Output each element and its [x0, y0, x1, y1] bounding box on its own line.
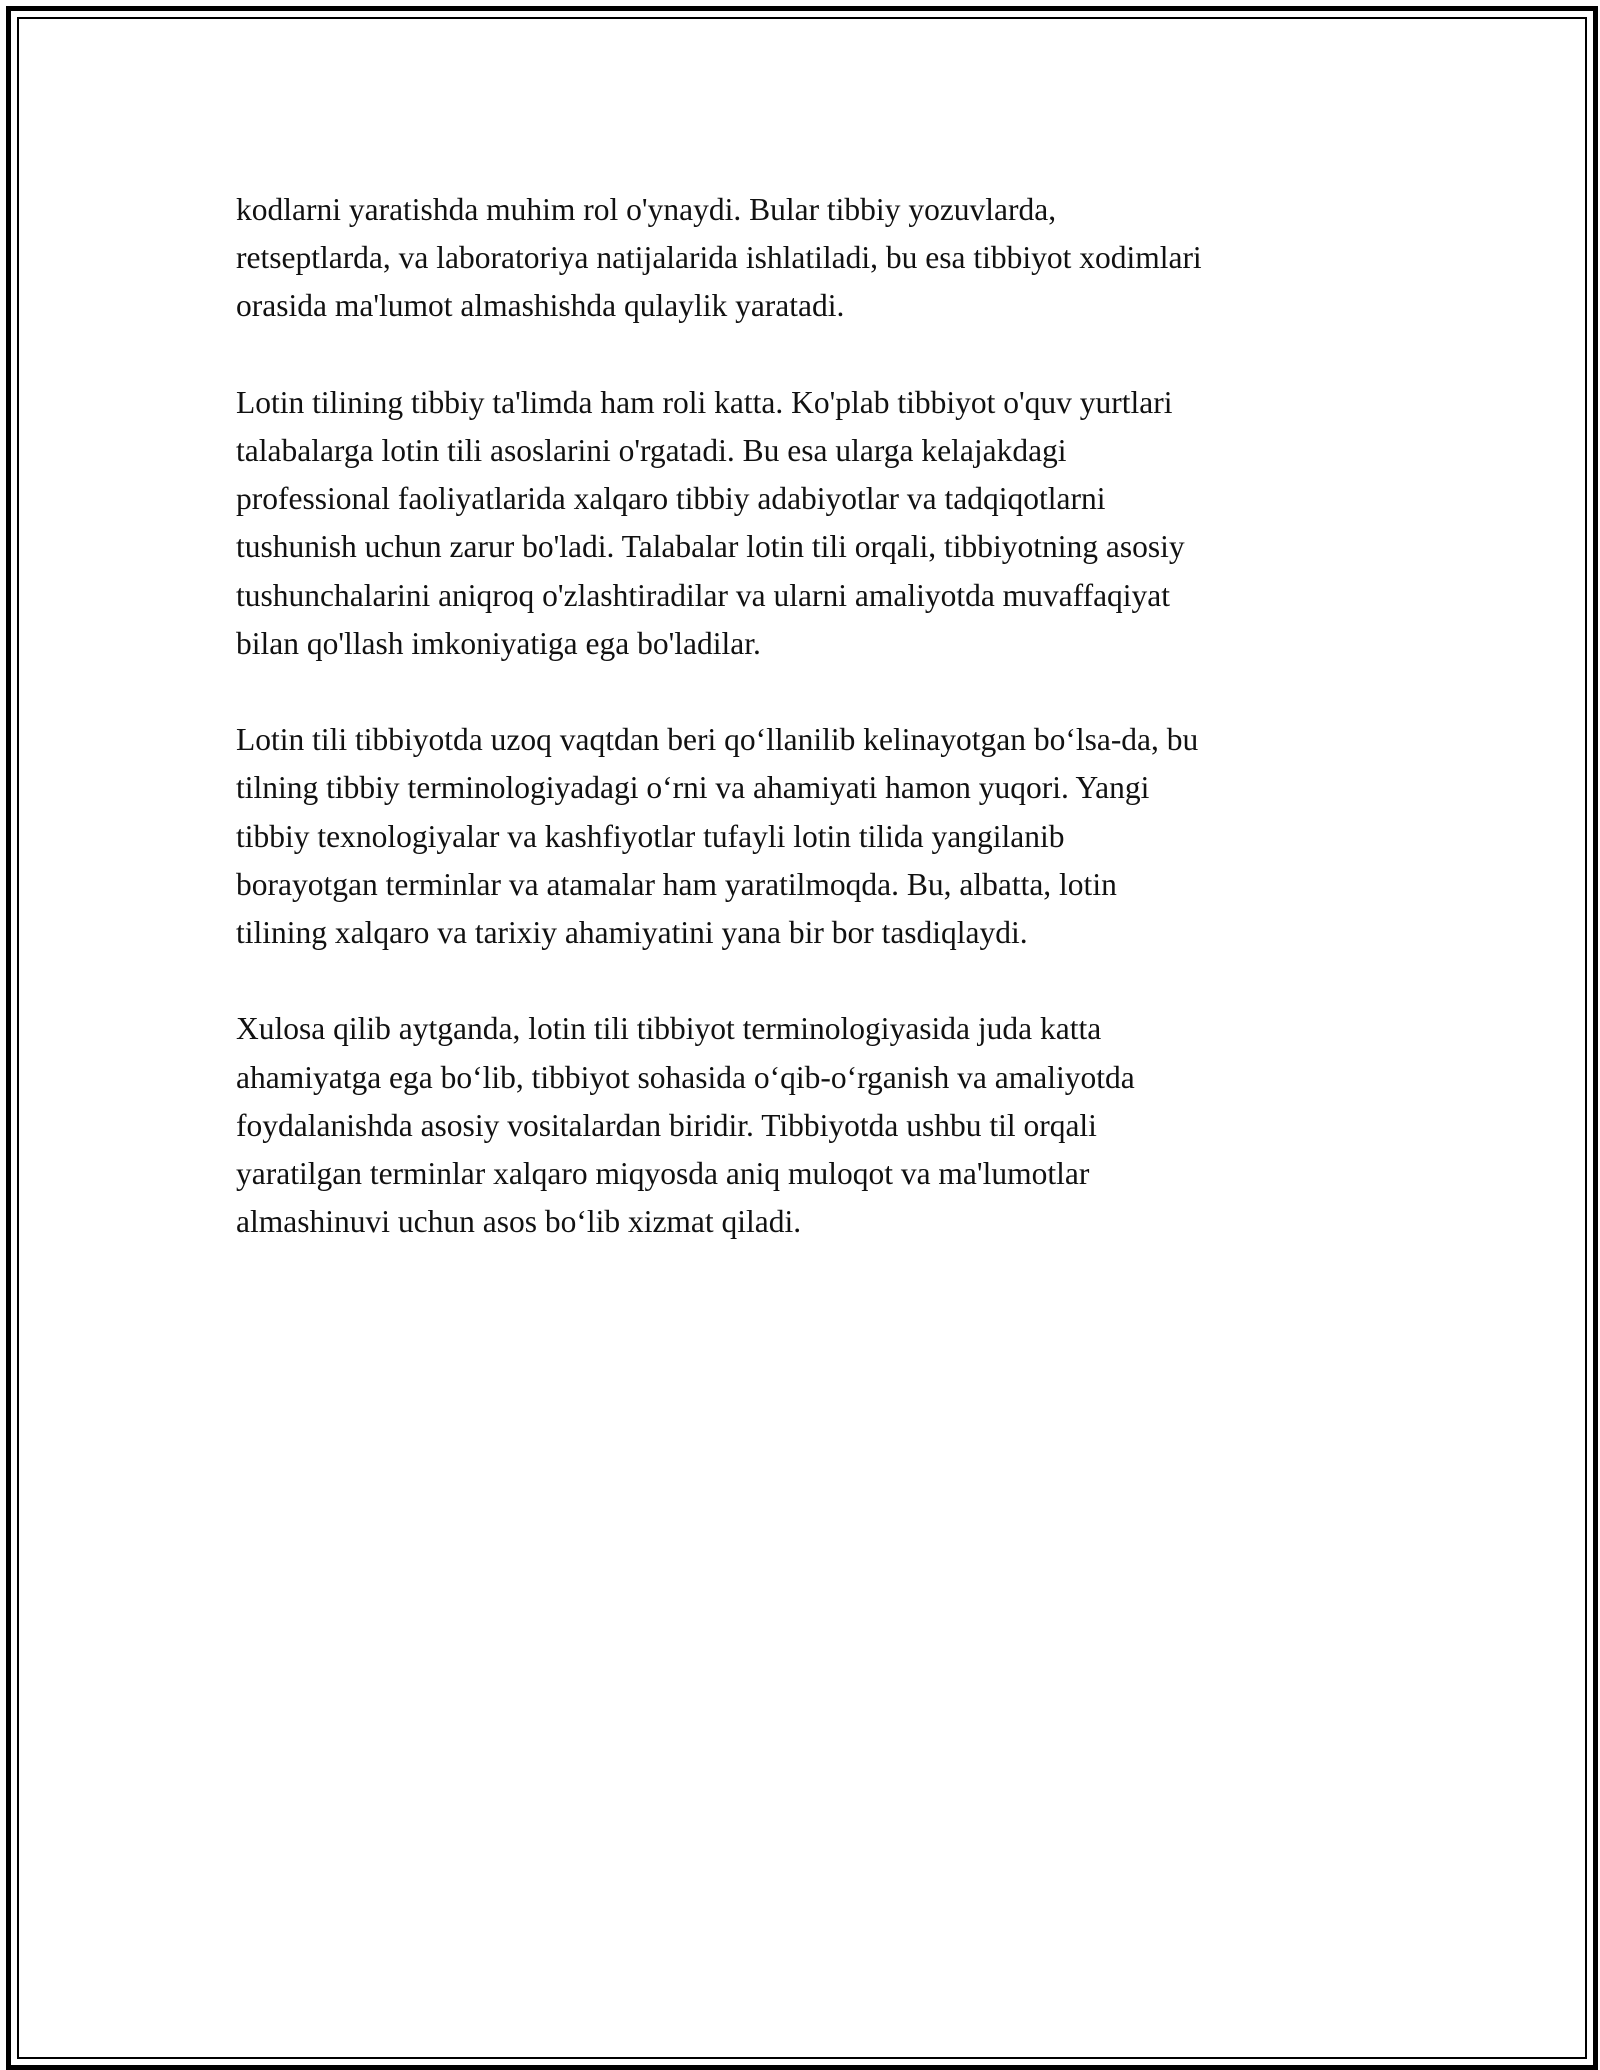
document-body — [236, 186, 1416, 1246]
paragraph-1 — [236, 186, 1416, 331]
paragraph-line: borayotgan terminlar va atamalar ham yaratilmoqda. Bu, albatta, lotin — [236, 866, 1117, 902]
paragraph-line: tushunchalarini aniqroq o'zlashtiradilar va ularni amaliyotda muvaffaqiyat — [236, 577, 1171, 613]
paragraph-4 — [236, 1005, 1416, 1246]
paragraph-line: talabalarga lotin tili asoslarini o'rgatadi. Bu esa ularga kelajakdagi — [236, 433, 1067, 468]
paragraph-line: bilan qo'llash imkoniyatiga ega bo'ladilar. — [236, 625, 761, 661]
paragraph-line: yaratilgan terminlar xalqaro miqyosda aniq muloqot va ma'lumotlar — [236, 1156, 1090, 1192]
paragraph-line: kodlarni yaratishda muhim rol o'ynaydi. Bular tibbiy yozuvlarda, — [236, 192, 1057, 227]
paragraph-3 — [236, 716, 1416, 957]
paragraph-line: Xulosa qilib aytganda, lotin tili tibbiyot terminologiyasida juda katta — [236, 1011, 1102, 1047]
paragraph-line: tibbiy texnologiyalar va kashfiyotlar tufayli lotin tilida yangilanib — [236, 818, 1065, 854]
paragraph-line: retseptlarda, va laboratoriya natijalarida ishlatiladi, bu esa tibbiyot xodimlari — [236, 240, 1202, 276]
paragraph-line: ahamiyatga ega bo‘lib, tibbiyot sohasida o‘qib-o‘rganish va amaliyotda — [236, 1059, 1135, 1095]
paragraph-line: tilning tibbiy terminologiyadagi o‘rni va ahamiyati hamon yuqori. Yangi — [236, 770, 1150, 806]
paragraph-line: Lotin tili tibbiyotda uzoq vaqtdan beri qo‘llanilib kelinayotgan bo‘lsa-da, bu — [236, 722, 1199, 758]
paragraph-2 — [236, 379, 1416, 668]
paragraph-line: tilining xalqaro va tarixiy ahamiyatini yana bir bor tasdiqlaydi. — [236, 915, 1028, 951]
paragraph-line: orasida ma'lumot almashishda qulaylik yaratadi. — [236, 288, 845, 324]
paragraph-line: Lotin tilining tibbiy ta'limda ham roli katta. Ko'plab tibbiyot o'quv yurtlari — [236, 384, 1173, 420]
paragraph-line: foydalanishda asosiy vositalardan biridir. Tibbiyotda ushbu til orqali — [236, 1107, 1097, 1143]
paragraph-line: professional faoliyatlarida xalqaro tibbiy adabiyotlar va tadqiqotlarni — [236, 481, 1106, 517]
paragraph-line: tushunish uchun zarur bo'ladi. Talabalar lotin tili orqali, tibbiyotning asosiy — [236, 529, 1185, 565]
paragraph-line: almashinuvi uchun asos bo‘lib xizmat qiladi. — [236, 1204, 802, 1240]
